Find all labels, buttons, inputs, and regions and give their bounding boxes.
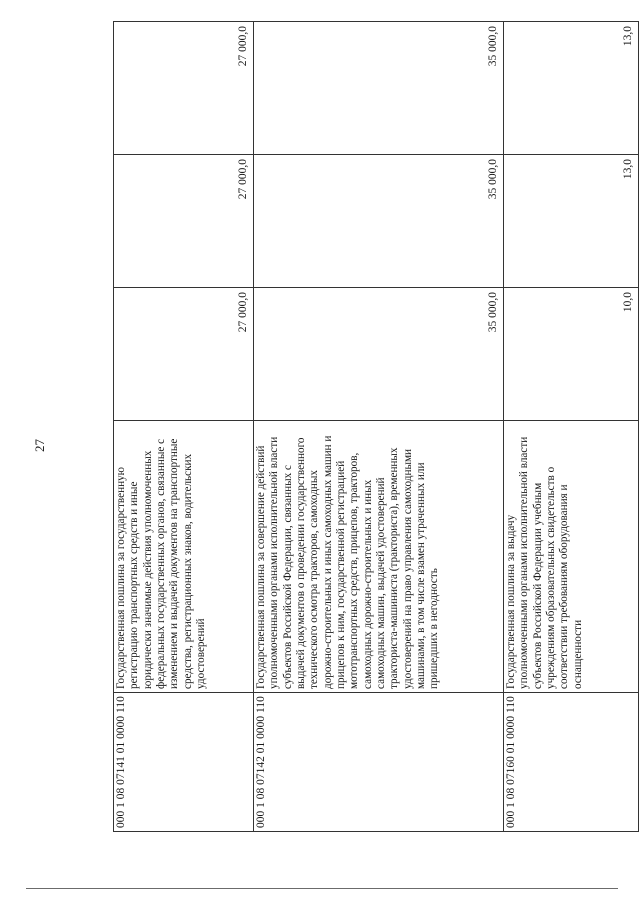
rotated-page-content (113, 26, 638, 832)
value-cell: 13,0 (504, 155, 639, 288)
budget-code-cell: 000 1 08 07142 01 0000 110 (254, 693, 504, 832)
description-cell: Государственная пошлина за совершение действий уполномоченными органами исполнительной власти субъектов Российской Федерации, связанных с выдачей документов о проведении государственного технического осмотра тракторов, самоходных дорожно-строительных и иных самоходных машин и прицепов к ним, государственной регистрацией мототранспортных средств, прицепов, тракторов, самоходных дорожно-строительных и иных самоходных машин, выдачей удостоверений тракториста-машиниста (тракториста), временных удостоверений на право управления самоходными машинами, в том числе взамен утраченных или пришедших в негодность (254, 421, 504, 693)
budget-revenue-table (113, 21, 639, 832)
table-row (504, 22, 639, 832)
value-cell: 10,0 (504, 288, 639, 421)
value-cell: 35 000,0 (254, 155, 504, 288)
value-cell: 27 000,0 (114, 288, 254, 421)
value-cell: 35 000,0 (254, 22, 504, 155)
description-cell: Государственная пошлина за выдачу уполномоченными органами исполнительной власти субъектов Российской Федерации учебным учреждениям образовательных свидетельств о соответствии требованиям оборудования и оснащенности (504, 421, 639, 693)
budget-code-cell: 000 1 08 07141 01 0000 110 (114, 693, 254, 832)
table-row (114, 22, 254, 832)
table-row (254, 22, 504, 832)
value-cell: 13,0 (504, 22, 639, 155)
value-cell: 27 000,0 (114, 155, 254, 288)
page-number: 27 (32, 439, 47, 452)
value-cell: 27 000,0 (114, 22, 254, 155)
description-cell: Государственная пошлина за государственную регистрацию транспортных средств и иные юридически значимые действия уполномоченных федеральных государственных органов, связанные с изменением и выдачей документов на транспортные средства, регистрационных знаков, водительских удостоверений (114, 421, 254, 693)
footer-divider (26, 888, 618, 889)
budget-code-cell: 000 1 08 07160 01 0000 110 (504, 693, 639, 832)
value-cell: 35 000,0 (254, 288, 504, 421)
